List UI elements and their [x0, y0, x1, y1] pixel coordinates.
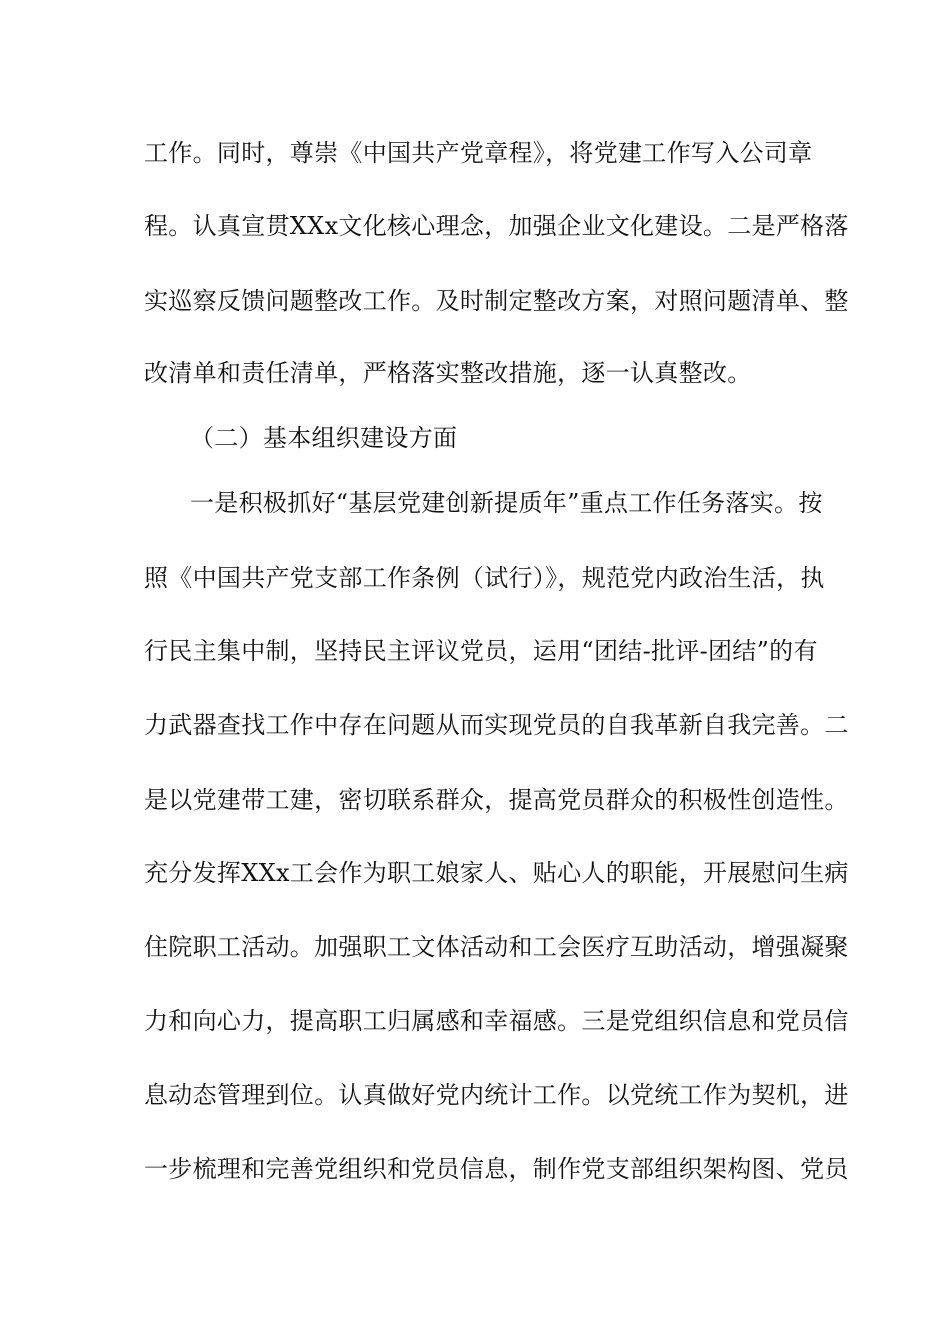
body-text-line: 一步梳理和完善党组织和党员信息，制作党支部组织架构图、党员 — [144, 1155, 849, 1183]
body-text-line: 一是积极抓好“基层党建创新提质年”重点工作任务落实。按 — [190, 489, 823, 517]
body-text-line: 力和向心力，提高职工归属感和幸福感。三是党组织信息和党员信 — [144, 1007, 849, 1035]
body-text-line: 住院职工活动。加强职工文体活动和工会医疗互助活动，增强凝聚 — [144, 933, 849, 961]
body-text-line: 是以党建带工建，密切联系群众，提高党员群众的积极性创造性。 — [144, 786, 849, 814]
body-text-line: 照《中国共产党支部工作条例（试行）》，规范党内政治生活，执 — [144, 564, 825, 592]
body-text-line: 力武器查找工作中存在问题从而实现党员的自我革新自我完善。二 — [144, 711, 849, 739]
body-text-line: 工作。同时，尊崇《中国共产党章程》，将党建工作写入公司章 — [144, 139, 813, 167]
body-text-line: 息动态管理到位。认真做好党内统计工作。以党统工作为契机，进 — [144, 1081, 849, 1109]
body-text-line: 程。认真宣贯XXx文化核心理念，加强企业文化建设。二是严格落 — [144, 212, 849, 240]
body-text-line: 充分发挥XXx工会作为职工娘家人、贴心人的职能，开展慰问生病 — [144, 859, 849, 887]
body-text-line: 行民主集中制，坚持民主评议党员，运用“团结-批评-团结”的有 — [144, 637, 818, 665]
body-text-line: 实巡察反馈问题整改工作。及时制定整改方案，对照问题清单、整 — [144, 287, 849, 315]
section-heading: （二）基本组织建设方面 — [190, 424, 458, 452]
body-text-line: 改清单和责任清单，严格落实整改措施，逐一认真整改。 — [144, 359, 752, 387]
